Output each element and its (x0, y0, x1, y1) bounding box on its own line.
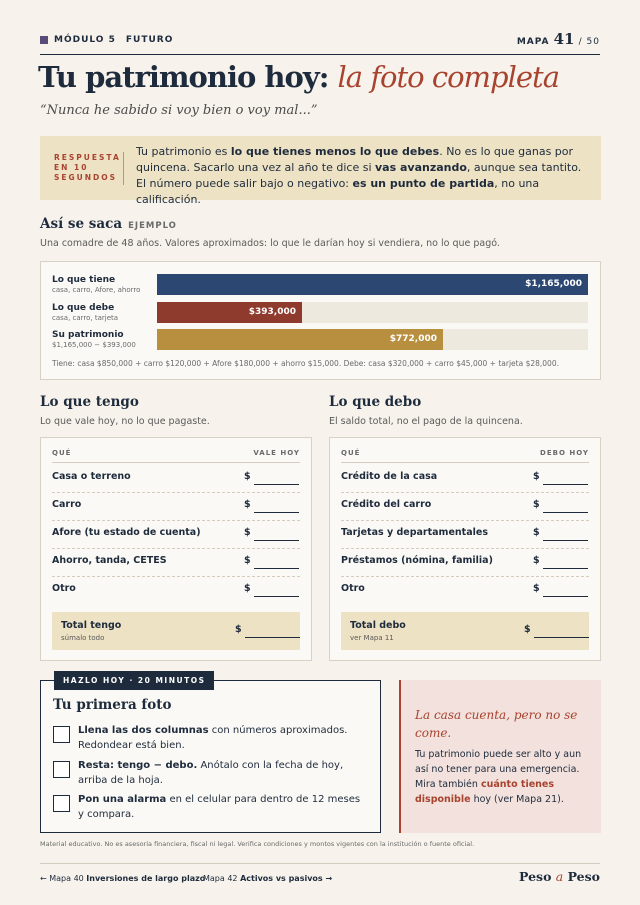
module-label (40, 35, 173, 45)
total-sublabel: ver Mapa 11 (350, 634, 394, 642)
bar-value-label: $393,000 (248, 307, 296, 317)
brand-word: Peso (567, 869, 600, 884)
table-row-label: Crédito del carro (341, 499, 432, 510)
table-row-label: Crédito de la casa (341, 471, 438, 482)
next-map-title: Activos vs pasivos → (240, 874, 333, 883)
action-box (40, 676, 381, 833)
assets-heading: Lo que tengo (40, 394, 139, 410)
currency-sign: $ (533, 583, 540, 594)
bar-fill (157, 274, 588, 295)
checkbox[interactable] (53, 795, 70, 812)
action-badge: HAZLO HOY · 20 MINUTOS (54, 671, 214, 690)
debts-table (329, 437, 601, 661)
sidebar-text-part: hoy (ver Mapa 21). (470, 794, 564, 805)
currency-sign: $ (533, 555, 540, 566)
row-divider (341, 492, 589, 493)
currency-sign: $ (244, 499, 251, 510)
row-divider (52, 548, 300, 549)
bar-row (52, 330, 136, 349)
table-row-label: Tarjetas y departamentales (341, 527, 488, 538)
checklist-item-text: Anótalo con la fecha de hoy, arriba de la hoja. (78, 760, 344, 786)
row-divider (341, 520, 589, 521)
prev-map-title: Inversiones de largo plazo (86, 874, 206, 883)
total-label: Total debo (350, 620, 406, 631)
bar-description: casa, carro, Afore, ahorro (52, 286, 141, 294)
total-sublabel: súmalo todo (61, 634, 105, 642)
bar-track (157, 274, 588, 295)
bar-fill (157, 302, 302, 323)
debts-subtitle: El saldo total, no el pago de la quincena. (329, 416, 523, 427)
amount-field[interactable] (543, 568, 588, 569)
next-map-prefix: Mapa 42 (203, 874, 241, 883)
checklist-item-text: con números aproximados. Redondear está bien. (78, 725, 348, 751)
module-name: MÓDULO 5 (54, 35, 116, 45)
bar-track (157, 302, 588, 323)
row-divider (341, 576, 589, 577)
currency-sign: $ (533, 471, 540, 482)
sidebar-note (399, 680, 601, 833)
amount-field[interactable] (254, 596, 299, 597)
checkbox[interactable] (53, 761, 70, 778)
answer-text-part: , aunque sea tantito. El número puede salir bajo o negativo: (136, 161, 582, 190)
checklist-item (78, 758, 368, 788)
example-heading (40, 216, 177, 232)
bar-label: Lo que tiene (52, 275, 116, 285)
page-header (40, 30, 600, 55)
amount-field[interactable] (543, 540, 588, 541)
map-total: / 50 (578, 37, 600, 47)
answer-divider (123, 152, 124, 185)
currency-sign: $ (244, 471, 251, 482)
header-divider (341, 462, 589, 463)
answer-label (54, 153, 121, 183)
prev-map-prefix: ← Mapa 40 (40, 874, 87, 883)
answer-label-line: EN 10 (54, 163, 89, 172)
total-amount-field[interactable] (534, 637, 589, 638)
table-row-label: Préstamos (nómina, familia) (341, 555, 493, 566)
currency-sign: $ (244, 583, 251, 594)
total-label: Total tengo (61, 620, 122, 631)
answer-box (40, 136, 601, 206)
amount-field[interactable] (254, 512, 299, 513)
currency-sign: $ (244, 555, 251, 566)
prev-map-link[interactable] (40, 874, 205, 883)
assets-table (40, 437, 312, 661)
table-row-label: Casa o terreno (52, 471, 131, 482)
checkbox[interactable] (53, 726, 70, 743)
title-main: Tu patrimonio hoy: (38, 60, 329, 94)
brand-logo (519, 869, 600, 884)
answer-text (136, 144, 588, 208)
amount-field[interactable] (254, 568, 299, 569)
checklist-item-bold: Llena las dos columnas (78, 725, 209, 736)
currency-sign: $ (533, 499, 540, 510)
sidebar-text-part: Tu patrimonio puede ser alto y aun así no tener para una emergencia. Mira también (415, 749, 582, 790)
action-title: Tu primera foto (53, 697, 172, 713)
row-divider (52, 520, 300, 521)
next-map-link[interactable] (203, 874, 332, 883)
amount-field[interactable] (254, 484, 299, 485)
bar-row (52, 275, 140, 294)
table-row-label: Carro (52, 499, 82, 510)
bar-track (157, 329, 588, 350)
answer-text-part: . No es lo que ganas por quincena. Sacarlo una vez al año te dice si (136, 145, 574, 174)
map-counter (517, 30, 600, 48)
checklist-item (78, 723, 368, 753)
assets-subtitle: Lo que vale hoy, no lo que pagaste. (40, 416, 210, 427)
example-heading-text: Así se saca (40, 216, 123, 232)
table-row-label: Afore (tu estado de cuenta) (52, 527, 201, 538)
total-row (341, 612, 589, 650)
map-label: MAPA (516, 37, 550, 47)
sidebar-quote: La casa cuenta, pero no se come. (415, 708, 578, 740)
answer-label-line: SEGUNDOS (54, 173, 118, 182)
answer-text-part: , no una calificación. (136, 177, 540, 206)
title-accent: la foto completa (337, 60, 559, 94)
table-row-label: Otro (52, 583, 76, 594)
bar-fill (157, 329, 443, 350)
checklist-item (78, 792, 368, 822)
map-number: 41 (553, 30, 575, 48)
amount-field[interactable] (543, 512, 588, 513)
page-footer (40, 863, 600, 884)
bar-description: casa, carro, tarjeta (52, 314, 119, 322)
column-header-value: VALE HOY (253, 449, 300, 457)
currency-sign: $ (533, 527, 540, 538)
column-header-value: DEBO HOY (540, 449, 589, 457)
answer-text-bold: vas avanzando (375, 161, 467, 174)
total-row (52, 612, 300, 650)
answer-text-part: Tu patrimonio es (136, 145, 231, 158)
header-divider (52, 462, 300, 463)
answer-text-bold: es un punto de partida (352, 177, 495, 190)
brand-word: Peso (519, 869, 552, 884)
table-row-label: Otro (341, 583, 365, 594)
page-quote: “Nunca he sabido si voy bien o voy mal...” (40, 103, 318, 118)
bar-row (52, 303, 118, 322)
checklist-item-bold: Resta: tengo − debo. (78, 760, 198, 771)
amount-field[interactable] (254, 540, 299, 541)
debts-heading: Lo que debo (329, 394, 422, 410)
row-divider (52, 576, 300, 577)
sidebar-text-bold: cuánto tienes disponible (415, 779, 554, 805)
sidebar-body (415, 747, 595, 807)
bar-description: $1,165,000 − $393,000 (52, 341, 136, 349)
module-square-icon (40, 36, 48, 44)
currency-sign: $ (244, 527, 251, 538)
checklist-item-bold: Pon una alarma (78, 794, 167, 805)
answer-label-line: RESPUESTA (54, 153, 121, 162)
column-header-what: QUÉ (341, 449, 361, 457)
disclaimer: Material educativo. No es asesoría financiera, fiscal ni legal. Verifica condiciones y montos vigentes con la institución o fuente oficial. (40, 840, 475, 848)
checklist-item-text: en el celular para dentro de 12 meses y compara. (78, 794, 361, 820)
brand-accent: a (555, 869, 564, 884)
example-subtitle: Una comadre de 48 años. Valores aproximados: lo que le darían hoy si vendiera, no lo que pagó. (40, 238, 500, 249)
answer-text-bold: lo que tienes menos lo que debes (230, 145, 440, 158)
amount-field[interactable] (543, 596, 588, 597)
table-row-label: Ahorro, tanda, CETES (52, 555, 167, 566)
bar-label: Su patrimonio (52, 330, 124, 340)
section-name: FUTURO (125, 35, 174, 45)
example-bar-chart (40, 261, 601, 380)
example-note: Tiene: casa $850,000 + carro $120,000 + Afore $180,000 + ahorro $15,000. Debe: casa $320,000 + carro $45,000 + tarjeta $28,000. (52, 359, 559, 368)
total-currency-sign: $ (235, 624, 242, 635)
row-divider (52, 492, 300, 493)
amount-field[interactable] (543, 484, 588, 485)
total-amount-field[interactable] (245, 637, 300, 638)
bar-label: Lo que debe (52, 303, 115, 313)
example-tag: EJEMPLO (128, 221, 177, 231)
bar-value-label: $772,000 (389, 334, 437, 344)
total-currency-sign: $ (524, 624, 531, 635)
column-header-what: QUÉ (52, 449, 72, 457)
row-divider (341, 548, 589, 549)
page-title (38, 60, 559, 94)
bar-value-label: $1,165,000 (525, 279, 582, 289)
